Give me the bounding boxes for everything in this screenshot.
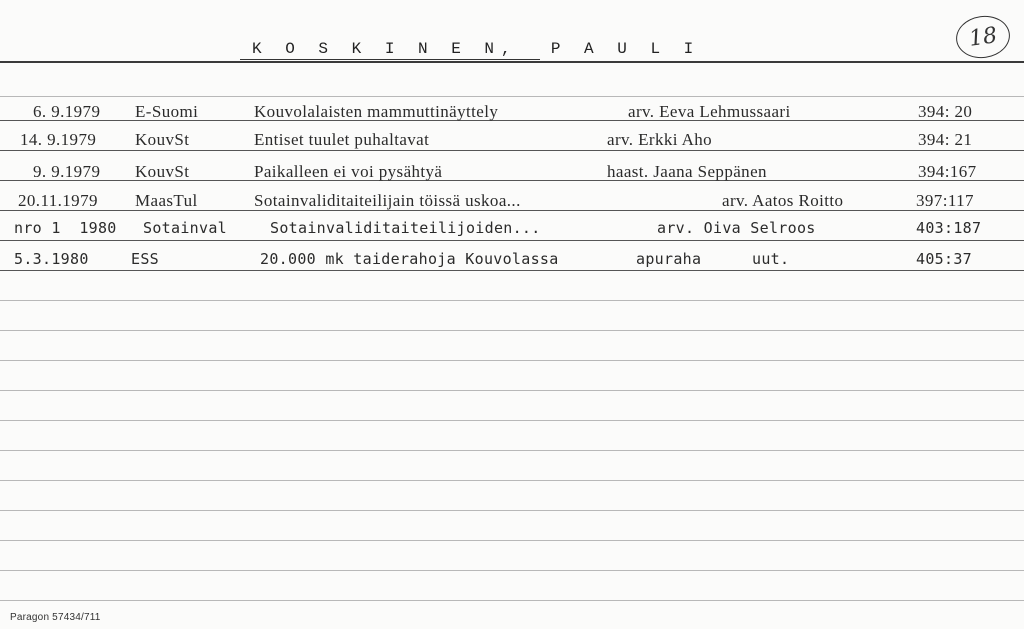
ruled-line xyxy=(0,540,1024,541)
ruled-line xyxy=(0,330,1024,331)
entry-source: MaasTul xyxy=(135,191,198,210)
entry-role: arv. Aatos Roitto xyxy=(722,191,844,210)
entry-role: haast. Jaana Seppänen xyxy=(607,162,767,181)
entry-source: KouvSt xyxy=(135,130,190,149)
entry-title: Entiset tuulet puhaltavat xyxy=(254,130,430,149)
entry-date: nro 1 1980 xyxy=(14,219,117,237)
ruled-line xyxy=(0,240,1024,241)
entry-source: E-Suomi xyxy=(135,102,199,121)
entry-ref: 397:117 xyxy=(916,191,974,210)
ruled-line xyxy=(0,480,1024,481)
ruled-line xyxy=(0,570,1024,571)
entry-title: Sotainvaliditaiteilijoiden... xyxy=(270,219,541,237)
entry-date: 20.11.1979 xyxy=(18,191,98,210)
ruled-line xyxy=(0,150,1024,151)
entry-ref: 405:37 xyxy=(916,250,972,268)
ruled-line xyxy=(0,390,1024,391)
entry-source: KouvSt xyxy=(135,162,190,181)
ruled-line xyxy=(0,420,1024,421)
entry-ref: 394:167 xyxy=(918,162,977,181)
entry-role: arv. Eeva Lehmussaari xyxy=(628,102,791,121)
entry-extra: uut. xyxy=(752,250,790,268)
header-rule xyxy=(0,61,1024,63)
print-code: Paragon 57434/711 xyxy=(10,612,101,623)
ruled-line xyxy=(0,510,1024,511)
entry-source: ESS xyxy=(131,250,159,268)
entry-date: 14. 9.1979 xyxy=(20,130,97,149)
name-underline xyxy=(240,59,540,60)
entry-date: 9. 9.1979 xyxy=(33,162,101,181)
entry-role: apuraha xyxy=(636,250,702,268)
entry-ref: 403:187 xyxy=(916,219,982,237)
entry-title: Sotainvaliditaiteilijain töissä uskoa... xyxy=(254,191,521,210)
entry-source: Sotainval xyxy=(143,219,227,237)
card-number: 18 xyxy=(953,12,1012,61)
ruled-line xyxy=(0,270,1024,271)
entry-ref: 394: 21 xyxy=(918,130,973,149)
card-name: K O S K I N E N, P A U L I xyxy=(252,40,701,58)
entry-ref: 394: 20 xyxy=(918,102,973,121)
ruled-line xyxy=(0,96,1024,97)
entry-role: arv. Oiva Selroos xyxy=(657,219,816,237)
ruled-line xyxy=(0,300,1024,301)
ruled-line xyxy=(0,450,1024,451)
entry-title: Paikalleen ei voi pysähtyä xyxy=(254,162,443,181)
entry-date: 5.3.1980 xyxy=(14,250,89,268)
ruled-line xyxy=(0,360,1024,361)
entry-date: 6. 9.1979 xyxy=(33,102,101,121)
entry-title: 20.000 mk taiderahoja Kouvolassa xyxy=(260,250,559,268)
entry-title: Kouvolalaisten mammuttinäyttely xyxy=(254,102,499,121)
ruled-line xyxy=(0,600,1024,601)
entry-role: arv. Erkki Aho xyxy=(607,130,713,149)
